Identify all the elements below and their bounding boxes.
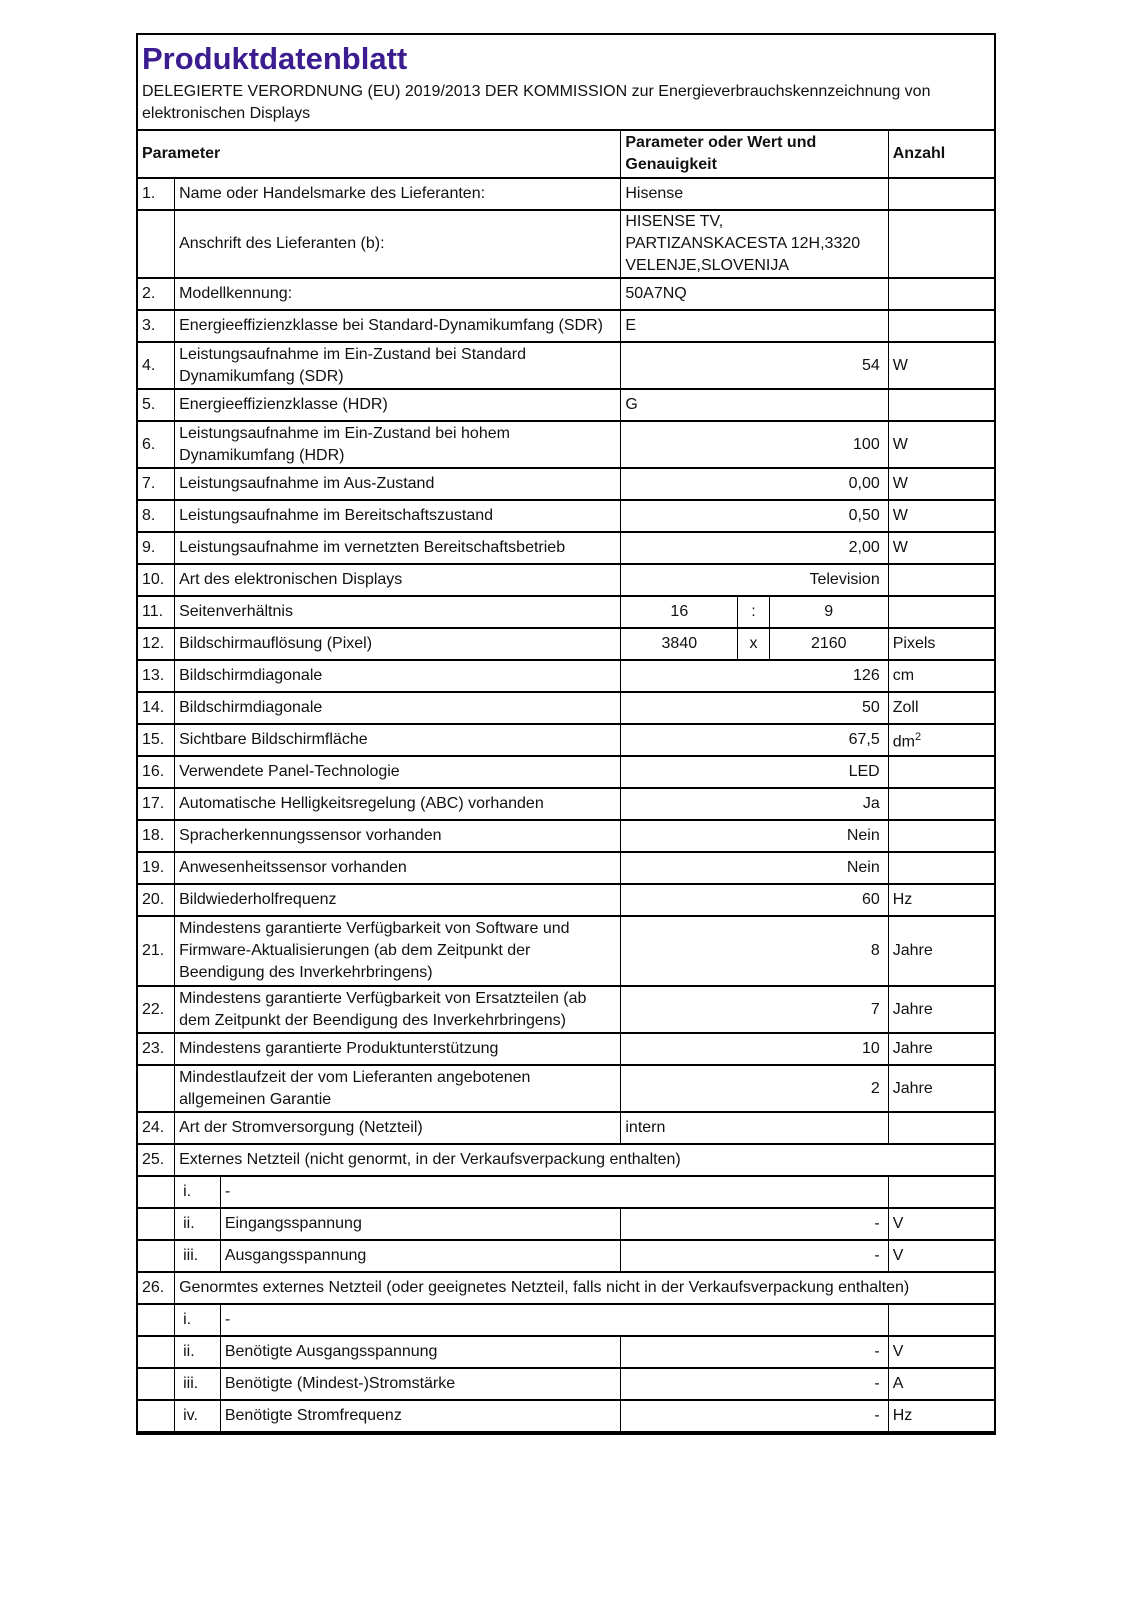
row-number: 13. (138, 660, 175, 692)
row-unit (888, 278, 994, 310)
row-number: 15. (138, 724, 175, 756)
sub-row-label: Benötigte Ausgangsspannung (220, 1336, 621, 1368)
table-header-row (138, 131, 994, 178)
row-label: Bildschirmauflösung (Pixel) (175, 628, 621, 660)
row-number: 26. (138, 1272, 175, 1304)
row-value: 60 (621, 884, 888, 916)
sub-row-label: Eingangsspannung (220, 1208, 621, 1240)
unit-text: dm (892, 733, 915, 751)
sub-row-label: - (220, 1176, 888, 1208)
row-number: 20. (138, 884, 175, 916)
row-value: 50A7NQ (621, 278, 888, 310)
row-label: Art des elektronischen Displays (175, 564, 621, 596)
ratio-height: 9 (769, 596, 888, 628)
row-unit (888, 1176, 994, 1208)
row-number (138, 1176, 175, 1208)
row-unit: V (888, 1336, 994, 1368)
table-row (138, 788, 994, 820)
row-value: 0,00 (621, 468, 888, 500)
sub-row (138, 1208, 994, 1240)
resolution-width: 3840 (621, 628, 738, 660)
sub-row-number: i. (175, 1304, 221, 1336)
row-value: 100 (621, 421, 888, 468)
row-unit (888, 788, 994, 820)
table-row (138, 820, 994, 852)
row-value: Television (621, 564, 888, 596)
table-row (138, 532, 994, 564)
row-value: LED (621, 756, 888, 788)
table-row (138, 756, 994, 788)
page-subtitle: DELEGIERTE VERORDNUNG (EU) 2019/2013 DER KOMMISSION zur Energieverbrauchskennzeichnung von elektronischen Displays (142, 83, 931, 122)
row-unit: cm (888, 660, 994, 692)
table-row (138, 660, 994, 692)
row-label: Energieeffizienzklasse bei Standard-Dynamikumfang (SDR) (175, 310, 621, 342)
row-unit: Pixels (888, 628, 994, 660)
row-label: Leistungsaufnahme im Bereitschaftszustand (175, 500, 621, 532)
row-label: Leistungsaufnahme im Ein-Zustand bei hohem Dynamikumfang (HDR) (175, 421, 621, 468)
row-unit: Hz (888, 884, 994, 916)
row-number: 22. (138, 986, 175, 1033)
sub-row-value: - (621, 1400, 888, 1432)
table-row (138, 310, 994, 342)
row-label: Modellkennung: (175, 278, 621, 310)
row-value: 54 (621, 342, 888, 389)
sub-row-number: ii. (175, 1208, 221, 1240)
section-row-external-psu (138, 1144, 994, 1176)
product-data-sheet (136, 33, 996, 1435)
row-unit: W (888, 532, 994, 564)
row-label: Mindestens garantierte Verfügbarkeit von Ersatzteilen (ab dem Zeitpunkt der Beendigung des Inverkehrbringens) (175, 986, 621, 1033)
sub-row-number: iv. (175, 1400, 221, 1432)
sub-row-value: - (621, 1208, 888, 1240)
row-unit: Jahre (888, 916, 994, 986)
row-number (138, 1208, 175, 1240)
row-number: 14. (138, 692, 175, 724)
row-number: 19. (138, 852, 175, 884)
row-number: 3. (138, 310, 175, 342)
row-number: 17. (138, 788, 175, 820)
data-table (138, 131, 994, 1433)
page-title: Produktdatenblatt (142, 41, 408, 76)
row-unit: W (888, 421, 994, 468)
row-unit (888, 310, 994, 342)
row-unit (888, 178, 994, 210)
sub-row (138, 1336, 994, 1368)
row-number: 8. (138, 500, 175, 532)
row-label: Externes Netzteil (nicht genormt, in der Verkaufsverpackung enthalten) (175, 1144, 994, 1176)
row-label: Mindestens garantierte Produktunterstützung (175, 1033, 621, 1065)
sub-row-label: Benötigte (Mindest-)Stromstärke (220, 1368, 621, 1400)
sub-row-label: Benötigte Stromfrequenz (220, 1400, 621, 1432)
row-number (138, 1368, 175, 1400)
table-row (138, 342, 994, 389)
title-block (138, 35, 994, 131)
header-unit: Anzahl (888, 131, 994, 178)
sub-row (138, 1368, 994, 1400)
row-label: Verwendete Panel-Technologie (175, 756, 621, 788)
row-unit (888, 1304, 994, 1336)
ratio-width: 16 (621, 596, 738, 628)
row-number: 16. (138, 756, 175, 788)
row-value: Nein (621, 820, 888, 852)
table-row (138, 564, 994, 596)
table-row (138, 986, 994, 1033)
resolution-separator: x (738, 628, 770, 660)
table-row (138, 628, 994, 660)
table-row (138, 421, 994, 468)
row-number: 1. (138, 178, 175, 210)
row-value: intern (621, 1112, 888, 1144)
row-unit (888, 596, 994, 628)
table-row (138, 596, 994, 628)
sub-row (138, 1304, 994, 1336)
table-row (138, 1065, 994, 1112)
table-row (138, 916, 994, 986)
row-value: 2,00 (621, 532, 888, 564)
row-unit: Jahre (888, 1065, 994, 1112)
table-row (138, 1112, 994, 1144)
row-number: 7. (138, 468, 175, 500)
row-label: Genormtes externes Netzteil (oder geeignetes Netzteil, falls nicht in der Verkaufsverpackung enthalten) (175, 1272, 994, 1304)
row-unit (888, 820, 994, 852)
row-value: E (621, 310, 888, 342)
row-label: Bildwiederholfrequenz (175, 884, 621, 916)
table-row (138, 178, 994, 210)
table-row (138, 278, 994, 310)
row-unit (888, 389, 994, 421)
row-unit (888, 210, 994, 278)
sub-row-value: - (621, 1336, 888, 1368)
row-unit: V (888, 1240, 994, 1272)
row-label: Energieeffizienzklasse (HDR) (175, 389, 621, 421)
row-unit: A (888, 1368, 994, 1400)
sub-row-number: ii. (175, 1336, 221, 1368)
table-row (138, 210, 994, 278)
row-number (138, 1065, 175, 1112)
row-unit (888, 724, 994, 756)
row-label: Name oder Handelsmarke des Lieferanten: (175, 178, 621, 210)
row-value: 126 (621, 660, 888, 692)
row-value: G (621, 389, 888, 421)
row-value: 50 (621, 692, 888, 724)
row-value: 0,50 (621, 500, 888, 532)
row-unit (888, 1112, 994, 1144)
row-label: Anwesenheitssensor vorhanden (175, 852, 621, 884)
row-unit (888, 564, 994, 596)
section-row-standard-psu (138, 1272, 994, 1304)
row-unit: V (888, 1208, 994, 1240)
unit-exponent: 2 (914, 731, 922, 744)
header-parameter: Parameter (138, 131, 621, 178)
sub-row-value: - (621, 1240, 888, 1272)
row-number: 24. (138, 1112, 175, 1144)
resolution-height: 2160 (769, 628, 888, 660)
row-number (138, 1240, 175, 1272)
row-number (138, 1336, 175, 1368)
row-value: 7 (621, 986, 888, 1033)
row-label: Sichtbare Bildschirmfläche (175, 724, 621, 756)
row-unit: W (888, 500, 994, 532)
row-label: Mindestlaufzeit der vom Lieferanten angebotenen allgemeinen Garantie (175, 1065, 621, 1112)
table-row (138, 852, 994, 884)
row-value: 67,5 (621, 724, 888, 756)
table-row (138, 692, 994, 724)
row-label: Automatische Helligkeitsregelung (ABC) vorhanden (175, 788, 621, 820)
row-label: Bildschirmdiagonale (175, 692, 621, 724)
row-number: 25. (138, 1144, 175, 1176)
row-label: Mindestens garantierte Verfügbarkeit von Software und Firmware-Aktualisierungen (ab dem Zeitpunkt der Beendigung des Inverkehrbringens) (175, 916, 621, 986)
sub-row-label: Ausgangsspannung (220, 1240, 621, 1272)
row-number: 6. (138, 421, 175, 468)
row-label: Leistungsaufnahme im vernetzten Bereitschaftsbetrieb (175, 532, 621, 564)
table-row (138, 884, 994, 916)
row-number: 11. (138, 596, 175, 628)
row-number (138, 1304, 175, 1336)
sub-row-number: iii. (175, 1240, 221, 1272)
row-unit: Jahre (888, 1033, 994, 1065)
row-value: 2 (621, 1065, 888, 1112)
row-unit: W (888, 468, 994, 500)
sub-row-label: - (220, 1304, 888, 1336)
row-label: Spracherkennungssensor vorhanden (175, 820, 621, 852)
sub-row-number: iii. (175, 1368, 221, 1400)
row-value: Ja (621, 788, 888, 820)
row-value: 10 (621, 1033, 888, 1065)
row-value: 8 (621, 916, 888, 986)
row-label: Leistungsaufnahme im Aus-Zustand (175, 468, 621, 500)
row-number: 4. (138, 342, 175, 389)
ratio-separator: : (738, 596, 770, 628)
row-label: Leistungsaufnahme im Ein-Zustand bei Standard Dynamikumfang (SDR) (175, 342, 621, 389)
row-label: Anschrift des Lieferanten (b): (175, 210, 621, 278)
row-value: Nein (621, 852, 888, 884)
table-row (138, 724, 994, 756)
row-label: Bildschirmdiagonale (175, 660, 621, 692)
table-row (138, 1033, 994, 1065)
row-number: 12. (138, 628, 175, 660)
row-number: 21. (138, 916, 175, 986)
row-number (138, 210, 175, 278)
row-unit: Hz (888, 1400, 994, 1432)
table-row (138, 468, 994, 500)
row-value: Hisense (621, 178, 888, 210)
row-number (138, 1400, 175, 1432)
row-unit (888, 756, 994, 788)
row-number: 2. (138, 278, 175, 310)
sub-row (138, 1400, 994, 1432)
row-number: 9. (138, 532, 175, 564)
row-number: 23. (138, 1033, 175, 1065)
sub-row-number: i. (175, 1176, 221, 1208)
sub-row (138, 1176, 994, 1208)
sub-row-value: - (621, 1368, 888, 1400)
row-unit: Jahre (888, 986, 994, 1033)
row-label: Seitenverhältnis (175, 596, 621, 628)
row-number: 18. (138, 820, 175, 852)
row-number: 5. (138, 389, 175, 421)
row-unit (888, 852, 994, 884)
row-label: Art der Stromversorgung (Netzteil) (175, 1112, 621, 1144)
row-value: HISENSE TV, PARTIZANSKACESTA 12H,3320 VELENJE,SLOVENIJA (621, 210, 888, 278)
table-row (138, 389, 994, 421)
sub-row (138, 1240, 994, 1272)
row-unit: W (888, 342, 994, 389)
header-value: Parameter oder Wert und Genauigkeit (621, 131, 888, 178)
row-unit: Zoll (888, 692, 994, 724)
table-row (138, 500, 994, 532)
row-number: 10. (138, 564, 175, 596)
